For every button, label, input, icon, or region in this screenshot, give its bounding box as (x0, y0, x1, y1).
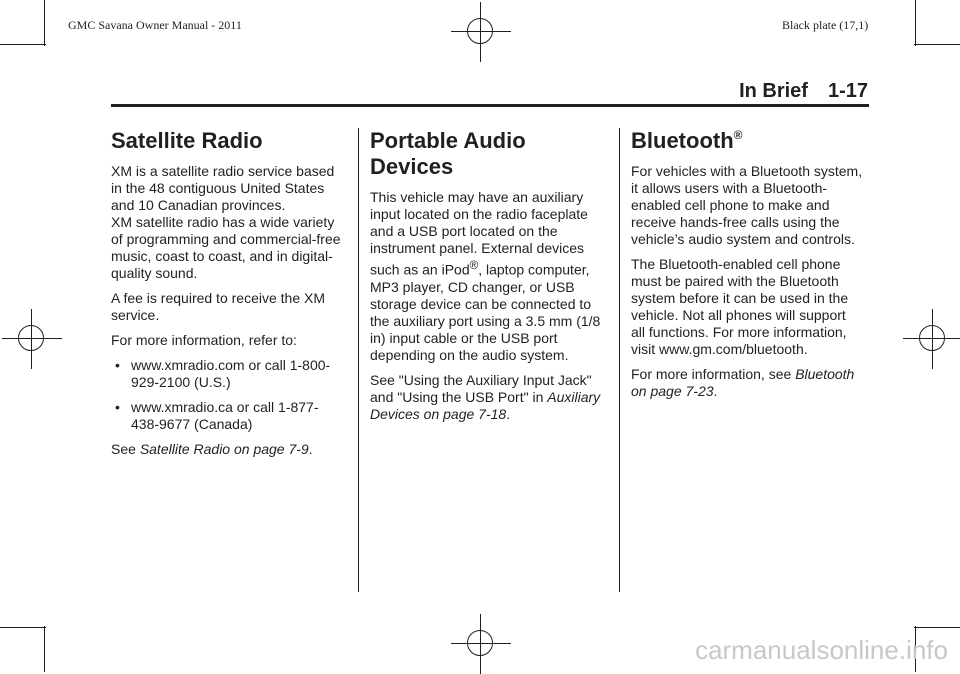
list-item-text: www.xmradio.com or call 1-800-929-2100 (U.S.) (131, 357, 331, 390)
paragraph (370, 189, 602, 364)
punctuation: . (506, 405, 511, 422)
list-item (111, 357, 343, 391)
paragraph: A fee is required to receive the XM service. (111, 290, 325, 323)
crop-mark (914, 44, 960, 45)
see-text: See (111, 441, 136, 457)
paragraph-text: For more information, see (631, 366, 792, 382)
column-satellite-radio (111, 128, 343, 466)
paragraph (370, 372, 602, 423)
column-divider (358, 128, 359, 592)
punctuation: . (713, 383, 718, 399)
registration-mark-bottom (451, 614, 511, 674)
paragraph-line: XM is a satellite radio service based in the 48 contiguous United States and 10 Canadian provinces. (111, 163, 335, 213)
crop-mark (915, 0, 916, 46)
bullet-list (111, 357, 343, 433)
cross-reference-link[interactable]: Satellite Radio on page 7-9 (139, 441, 309, 457)
column-bluetooth (631, 128, 863, 408)
paragraph-line: XM satellite radio has a wide variety of programming and commercial-free music, coast to coast, and in digital-quality sound. (111, 214, 341, 281)
section-heading: Satellite Radio (111, 128, 263, 153)
paragraph: For vehicles with a Bluetooth system, it allows users with a Bluetooth-enabled cell phone to make and receive hands-free calls using the vehicle’s audio system and controls. (631, 163, 863, 247)
paragraph: The Bluetooth-enabled cell phone must be paired with the Bluetooth system before it can be used in the vehicle. Not all phones will support all functions. For more information, visit www.gm.com/bluetooth. (631, 256, 849, 357)
column-portable-audio (370, 128, 602, 431)
paragraph (631, 366, 863, 400)
header-rule (111, 104, 869, 107)
paragraph-text: This vehicle may have an auxiliary input located on the radio faceplate and a USB port located on the instrument panel. External devices such as an iPod (370, 189, 588, 278)
page-number: 1-17 (827, 80, 868, 102)
registration-mark-top (451, 2, 511, 62)
section-heading (631, 128, 863, 154)
registration-mark-right (903, 309, 960, 369)
running-head (739, 80, 868, 103)
bullet-icon: • (115, 399, 120, 415)
punctuation: . (308, 441, 313, 457)
paragraph-text: See "Using the Auxiliary Input Jack" and "Using the USB Port" in (370, 371, 592, 405)
paragraph-text: , laptop computer, MP3 player, CD changer, or USB storage device can be connected to the auxiliary port using a 3.5 mm (1/8 in) input cable or the USB port depending on the audio system. (370, 261, 601, 363)
section-title: In Brief (739, 80, 808, 102)
cross-reference-link[interactable]: Bluetooth on page 7-23 (631, 366, 855, 399)
registration-mark-left (2, 309, 62, 369)
paragraph: For more information, refer to: (111, 332, 297, 348)
heading-text: Bluetooth (631, 128, 734, 153)
paragraph (111, 441, 343, 458)
list-item (111, 399, 343, 433)
section-heading: Portable Audio Devices (370, 128, 526, 179)
crop-mark (44, 626, 45, 672)
crop-mark (0, 627, 46, 628)
cross-reference-link[interactable]: Auxiliary Devices on page 7-18 (370, 388, 601, 422)
print-header-left: GMC Savana Owner Manual - 2011 (68, 18, 242, 32)
crop-mark (44, 0, 45, 46)
list-item-text: www.xmradio.ca or call 1-877-438-9677 (Canada) (131, 399, 319, 432)
paragraph (111, 163, 343, 282)
print-header-right: Black plate (17,1) (782, 18, 869, 32)
crop-mark (914, 627, 960, 628)
watermark: carmanualsonline.info (695, 635, 948, 665)
registered-mark: ® (469, 259, 479, 272)
bullet-icon: • (115, 357, 120, 373)
registered-mark: ® (733, 128, 743, 142)
column-divider (619, 128, 620, 592)
crop-mark (0, 44, 46, 45)
